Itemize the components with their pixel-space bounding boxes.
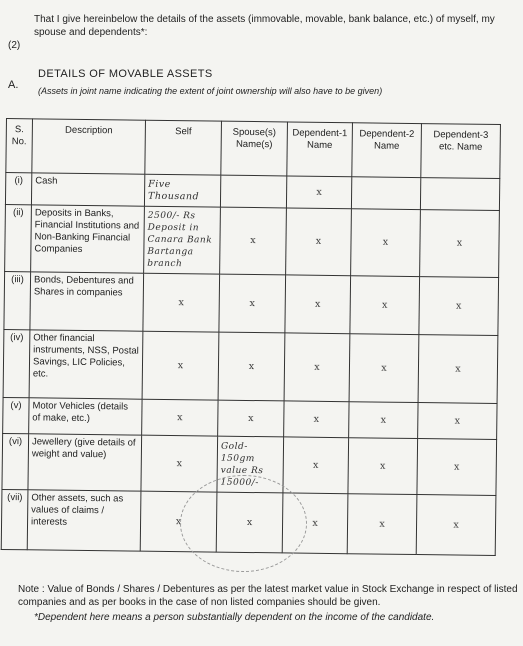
cell-spouse: Gold-150gm value Rs 15000/- — [217, 436, 284, 493]
section-subtitle: (Assets in joint name indicating the extent of joint ownership will also have to be given) — [38, 86, 383, 96]
cell-dependent-2: x — [349, 402, 418, 439]
cell-dependent-1: x — [286, 176, 351, 209]
cell-self: Five Thousand — [144, 174, 220, 207]
cell-spouse: x — [218, 332, 285, 401]
cell-dependent-2: x — [348, 438, 418, 495]
cell-self: x — [140, 491, 217, 552]
header-sno: S. No. — [6, 119, 33, 173]
row-description: Other assets, such as values of claims / interests — [27, 490, 141, 551]
row-description: Cash — [31, 173, 144, 206]
cell-dependent-2: x — [349, 334, 419, 403]
cell-dependent-1: x — [284, 401, 349, 438]
header-description: Description — [32, 119, 146, 174]
cell-dependent-3 — [420, 178, 499, 211]
table-row — [4, 271, 499, 335]
cell-spouse: x — [220, 207, 287, 275]
row-sno: (vi) — [2, 433, 29, 489]
row-sno: (iv) — [3, 329, 30, 397]
cell-dependent-1: x — [286, 208, 352, 276]
row-description: Jewellery (give details of weight and value) — [28, 434, 142, 491]
row-sno: (vii) — [1, 489, 28, 549]
row-sno: (v) — [3, 397, 29, 433]
cell-dependent-1: x — [284, 333, 350, 402]
row-description: Deposits in Banks, Financial Institutions and Non-Banking Financial Companies — [31, 205, 145, 273]
official-stamp — [180, 475, 307, 572]
cell-dependent-2 — [351, 177, 420, 210]
header-dependent-2: Dependent-2 Name — [352, 123, 422, 178]
cell-self: x — [143, 273, 220, 332]
cell-dependent-3: x — [420, 210, 500, 278]
header-spouse: Spouse(s) Name(s) — [221, 121, 288, 176]
table-row — [5, 204, 500, 277]
cell-self: x — [142, 331, 219, 400]
cell-dependent-3: x — [416, 495, 496, 556]
cell-dependent-3: x — [418, 335, 498, 404]
cell-dependent-3: x — [418, 403, 497, 440]
row-sno: (iii) — [4, 271, 31, 329]
cell-spouse: x — [218, 400, 284, 437]
table-row — [3, 329, 498, 403]
row-description: Other financial instruments, NSS, Postal Savings, LIC Policies, etc. — [29, 330, 143, 399]
table-header-row — [6, 119, 501, 179]
cell-self: 2500/- Rs Deposit in Canara Bank Bartanga branch — [144, 206, 221, 274]
header-self: Self — [145, 120, 222, 175]
dependent-note: *Dependent here means a person substantially dependent on the income of the candidate. — [34, 612, 435, 623]
row-description: Bonds, Debentures and Shares in companies — [30, 272, 144, 331]
cell-spouse — [220, 175, 286, 208]
cell-self: x — [141, 435, 218, 492]
cell-self: x — [142, 399, 218, 436]
section-title: DETAILS OF MOVABLE ASSETS — [38, 68, 213, 80]
cell-dependent-1: x — [285, 275, 351, 334]
cell-dependent-2: x — [347, 494, 417, 555]
header-dependent-3: Dependent-3 etc. Name — [421, 124, 501, 179]
intro-text: That I give hereinbelow the details of the assets (immovable, movable, bank balance, etc.) of myself, my spouse and dependents*: — [34, 14, 495, 38]
intro-number: (2) — [8, 40, 21, 51]
header-dependent-1: Dependent-1 Name — [287, 122, 353, 177]
cell-spouse: x — [216, 492, 283, 553]
row-description: Motor Vehicles (details of make, etc.) — [29, 398, 142, 435]
cell-spouse: x — [219, 274, 286, 333]
value-note: Note : Value of Bonds / Shares / Debentures as per the latest market value in Stock Exchange in respect of listed companies and as per books in the case of non listed companies should be given. — [18, 584, 518, 608]
cell-dependent-3: x — [417, 439, 497, 496]
table-row — [3, 397, 497, 439]
cell-dependent-1: x — [283, 437, 349, 494]
row-sno: (ii) — [5, 204, 32, 271]
row-sno: (i) — [5, 173, 31, 205]
cell-dependent-2: x — [351, 209, 421, 277]
cell-dependent-3: x — [419, 277, 499, 336]
section-letter: A. — [8, 79, 19, 91]
cell-dependent-2: x — [350, 276, 420, 335]
cell-dependent-1: x — [282, 493, 348, 554]
